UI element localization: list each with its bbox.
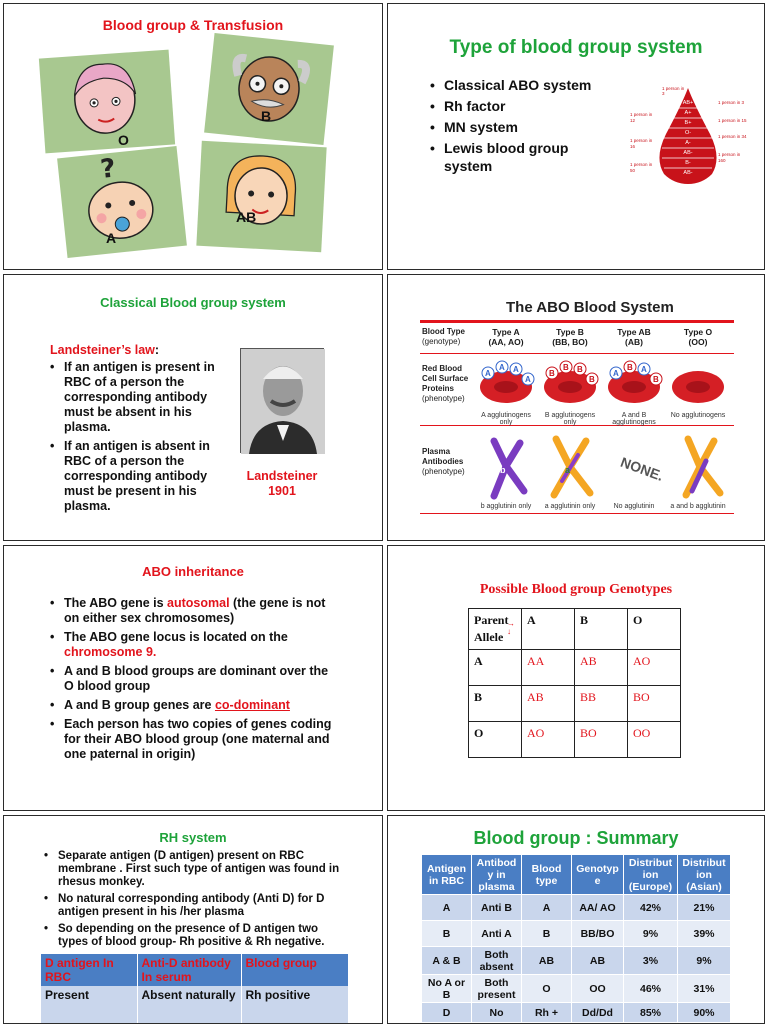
- slide-title: The ABO Blood System: [506, 299, 674, 316]
- portrait-photo: [240, 348, 324, 453]
- table-row: [469, 722, 681, 758]
- table-cell: 90%: [678, 1003, 731, 1023]
- table-cell: Anti B: [472, 895, 522, 921]
- rbc-cell-icon: [544, 361, 598, 403]
- slide-abo-blood-system: [387, 274, 765, 541]
- table-cell: 21%: [678, 895, 731, 921]
- baby-face-icon: [57, 146, 187, 258]
- table-cell: Rh positive: [241, 986, 349, 1024]
- rh-list: [44, 850, 349, 953]
- table-cell: 31%: [678, 975, 731, 1003]
- svg-text:A: A: [485, 369, 491, 378]
- row-label: O: [469, 722, 522, 758]
- svg-text:B: B: [589, 375, 595, 384]
- table-cell: No A or B: [422, 975, 472, 1003]
- caption: b agglutinin only: [480, 503, 532, 510]
- none-label: NONE.: [618, 453, 666, 484]
- type-a-header: Type A (AA, AO): [488, 327, 524, 347]
- table-row: [422, 921, 731, 947]
- table-cell: A: [422, 895, 472, 921]
- label-a: A: [106, 230, 117, 246]
- face-card-a: [57, 146, 187, 258]
- list-item: • If an antigen is present in RBC of a person the corresponding antibody must be absent in his plasma.: [50, 360, 222, 435]
- svg-text:A: A: [641, 365, 647, 374]
- grid-line: [420, 513, 734, 514]
- rbc-cell-icon: [480, 361, 534, 403]
- slide-title: Blood group : Summary: [473, 828, 679, 848]
- caption: a agglutinin only: [544, 503, 596, 510]
- label-b: B: [261, 108, 272, 124]
- drop-top-note: 1 person in 3: [662, 86, 685, 96]
- list-item: • MN system: [430, 118, 610, 136]
- slide-title: Possible Blood group Genotypes: [479, 582, 673, 597]
- slide-possible-genotypes: [387, 545, 765, 811]
- drop-right-notes: 1 person in 3 1 person in 15 1 person in 34 1 person in 160: [718, 100, 747, 163]
- face-illustration-icon: [39, 50, 175, 154]
- table-cell: No: [472, 1003, 522, 1023]
- grid-line: [420, 353, 734, 354]
- table-cell: AB: [575, 650, 628, 686]
- system-list: [430, 76, 610, 178]
- table-row: [41, 954, 349, 986]
- slide-title: Blood group & Transfusion: [102, 17, 284, 33]
- blood-drop-infographic: [618, 86, 758, 186]
- slide-classical-blood-group-system: [3, 274, 383, 541]
- rbc-cell-icon: [608, 361, 662, 403]
- list-item: • Classical ABO system: [430, 76, 610, 94]
- table-cell: BO: [628, 686, 681, 722]
- table-cell: Rh +: [522, 1003, 572, 1023]
- table-cell: OO: [628, 722, 681, 758]
- table-cell: AO: [522, 722, 575, 758]
- genotype-table: [468, 608, 681, 758]
- table-cell: BB/BO: [572, 921, 624, 947]
- caption: No agglutinogens: [670, 412, 726, 419]
- rbc-cell-icon: [672, 371, 724, 403]
- svg-text:B: B: [627, 363, 633, 372]
- table-cell: 46%: [624, 975, 678, 1003]
- table-header-cell: Distribut ion (Europe): [624, 855, 678, 895]
- list-item: • The ABO gene locus is located on the chromosome 9.: [50, 630, 340, 660]
- table-row: [469, 609, 681, 650]
- table-header-cell: Distribut ion (Asian): [678, 855, 731, 895]
- table-header-cell: Antigen in RBC: [422, 855, 472, 895]
- table-cell: AA: [522, 650, 575, 686]
- table-header-cell: A: [522, 609, 575, 650]
- table-header-cell: B: [575, 609, 628, 650]
- table-header-cell: Parent Allele → ↓: [469, 609, 522, 650]
- portrait-year: 1901: [268, 484, 296, 498]
- law-list: [50, 360, 222, 518]
- drop-levels: AB+ A+ B+ O- A- AB- B- AB-: [682, 100, 694, 176]
- slide-abo-inheritance: [3, 545, 383, 811]
- table-cell: Both present: [472, 975, 522, 1003]
- table-cell: B: [522, 921, 572, 947]
- table-cell: A & B: [422, 947, 472, 975]
- table-header-cell: Genotyp e: [572, 855, 624, 895]
- table-row: [469, 686, 681, 722]
- list-item: • Separate antigen (D antigen) present on RBC membrane . First such type of antigen was found in rhesus monkey.: [44, 850, 349, 889]
- list-item: • If an antigen is absent in RBC of a person the corresponding antibody must be present in his plasma.: [50, 439, 222, 514]
- face-illustration-icon: [204, 33, 334, 145]
- slide-title: Type of blood group system: [449, 37, 703, 58]
- caption: No agglutinin: [613, 503, 655, 510]
- label-ab: AB: [236, 209, 257, 225]
- inheritance-list: [50, 596, 340, 766]
- svg-text:B: B: [563, 363, 569, 372]
- type-o-header: Type O (OO): [683, 327, 713, 347]
- list-item: • Lewis blood group system: [430, 139, 610, 175]
- table-cell: Anti A: [472, 921, 522, 947]
- caption: A agglutinogens only: [481, 412, 531, 426]
- row-label: A: [469, 650, 522, 686]
- svg-text:a: a: [565, 465, 571, 475]
- type-ab-header: Type AB (AB): [617, 327, 651, 347]
- portrait-name: Landsteiner: [246, 469, 318, 483]
- caption: B agglutinogens only: [544, 412, 596, 426]
- table-cell: D: [422, 1003, 472, 1023]
- table-cell: A: [522, 895, 572, 921]
- table-row: [469, 650, 681, 686]
- svg-text:A: A: [525, 375, 531, 384]
- table-cell: AB: [522, 686, 575, 722]
- face-card-ab: [196, 141, 326, 252]
- antibody-icon: [554, 439, 590, 495]
- slide-blood-group-transfusion: [3, 3, 383, 270]
- law-heading: Landsteiner’s law:: [50, 343, 160, 357]
- face-illustration-icon: [196, 141, 326, 252]
- table-row: [41, 986, 349, 1024]
- rbc-illustrations: [474, 357, 730, 407]
- face-card-o: [39, 50, 175, 154]
- table-cell: 3%: [624, 947, 678, 975]
- svg-text:A: A: [513, 365, 519, 374]
- svg-text:B: B: [549, 369, 555, 378]
- label-o: O: [118, 132, 129, 148]
- table-cell: Dd/Dd: [572, 1003, 624, 1023]
- antibody-illustrations: [474, 431, 730, 503]
- table-cell: OO: [572, 975, 624, 1003]
- table-cell: AO: [628, 650, 681, 686]
- list-item: • A and B blood groups are dominant over the O blood group: [50, 664, 340, 694]
- svg-text:?: ?: [98, 153, 118, 185]
- table-cell: 9%: [678, 947, 731, 975]
- title-underline: [420, 320, 734, 323]
- arrow-right-icon: →: [507, 619, 515, 628]
- table-cell: B: [422, 921, 472, 947]
- table-cell: AB: [522, 947, 572, 975]
- table-cell: 9%: [624, 921, 678, 947]
- table-cell: 42%: [624, 895, 678, 921]
- svg-text:B: B: [577, 365, 583, 374]
- slide-title: ABO inheritance: [142, 564, 244, 579]
- caption: a and b agglutinin: [670, 503, 726, 510]
- list-item: • The ABO gene is autosomal (the gene is not on either sex chromosomes): [50, 596, 340, 626]
- row-label-blood-type: Blood Type (genotype): [422, 327, 465, 346]
- portrait-caption: [238, 469, 326, 499]
- list-item: • No natural corresponding antibody (Anti D) for D antigen present in his /her plasma: [44, 893, 349, 919]
- list-item: • Each person has two copies of genes coding for their ABO blood group (one maternal and one paternal in origin): [50, 717, 340, 762]
- table-header-cell: Anti-D antibody In serum: [137, 954, 241, 986]
- table-cell: AB: [572, 947, 624, 975]
- svg-text:A: A: [613, 369, 619, 378]
- slide-title: RH system: [159, 830, 227, 845]
- row-label-plasma-antibodies: Plasma Antibodies (phenotype): [422, 447, 465, 476]
- list-item: • A and B group genes are co-dominant: [50, 698, 340, 713]
- table-cell: BO: [575, 722, 628, 758]
- table-row: [422, 895, 731, 921]
- table-header-cell: Blood group: [241, 954, 349, 986]
- type-b-header: Type B (BB, BO): [552, 327, 588, 347]
- slide-rh-system: [3, 815, 383, 1024]
- caption: A and B agglutinogens: [612, 412, 656, 426]
- slide-title: Classical Blood group system: [100, 295, 286, 310]
- antibody-icon: [686, 439, 720, 495]
- svg-text:B: B: [653, 375, 659, 384]
- slide-types-of-blood-group-system: [387, 3, 765, 270]
- table-cell: 39%: [678, 921, 731, 947]
- table-cell: Present: [41, 986, 137, 1024]
- table-row: [422, 947, 731, 975]
- table-header-cell: D antigen In RBC: [41, 954, 137, 986]
- table-header-cell: Blood type: [522, 855, 572, 895]
- drop-left-notes: 1 person in 12 1 person in 16 1 person in 50: [630, 112, 653, 173]
- table-row: [422, 1003, 731, 1023]
- table-cell: 85%: [624, 1003, 678, 1023]
- table-header-cell: O: [628, 609, 681, 650]
- portrait-icon: [241, 349, 325, 454]
- list-item: • So depending on the presence of D antigen two types of blood group- Rh positive & Rh negative.: [44, 923, 349, 949]
- table-row: [422, 855, 731, 895]
- list-item: • Rh factor: [430, 97, 610, 115]
- row-label: B: [469, 686, 522, 722]
- table-header-cell: Antibod y in plasma: [472, 855, 522, 895]
- summary-table: [421, 854, 731, 1023]
- table-cell: AA/ AO: [572, 895, 624, 921]
- svg-text:b: b: [500, 465, 506, 475]
- svg-text:A: A: [499, 363, 505, 372]
- table-cell: Absent naturally: [137, 986, 241, 1024]
- face-card-b: [204, 33, 334, 145]
- row-label-cell-proteins: Red Blood Cell Surface Proteins (phenotype): [422, 364, 469, 403]
- table-cell: Both absent: [472, 947, 522, 975]
- antibody-icon: [494, 441, 524, 496]
- table-cell: BB: [575, 686, 628, 722]
- slide-blood-group-summary: [387, 815, 765, 1024]
- rh-table: [41, 954, 349, 1024]
- table-cell: O: [522, 975, 572, 1003]
- arrow-down-icon: ↓: [507, 627, 511, 636]
- table-row: [422, 975, 731, 1003]
